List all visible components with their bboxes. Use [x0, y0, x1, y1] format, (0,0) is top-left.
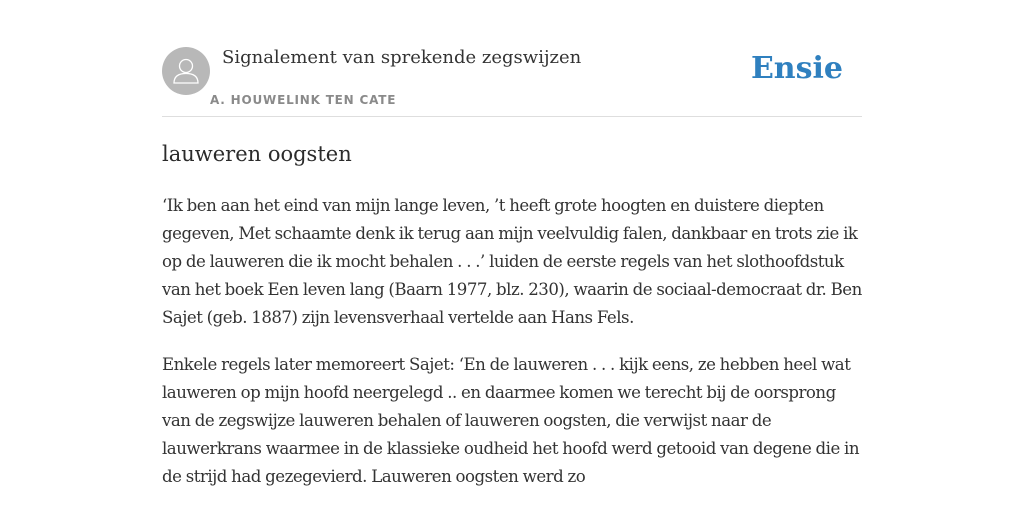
author-avatar-icon[interactable] [162, 47, 210, 95]
ensie-logo[interactable]: Ensie [750, 51, 843, 86]
book-title[interactable]: Signalement van sprekende zegswijzen [222, 47, 582, 68]
entry-title: lauweren oogsten [162, 142, 352, 166]
entry-body [162, 192, 862, 510]
author-name[interactable]: A. HOUWELINK TEN CATE [210, 93, 397, 107]
paragraph: ‘Ik ben aan het eind van mijn lange leven, ’t heeft grote hoogten en duistere diepten gegeven, Met schaamte denk ik terug aan mijn veelvuldig falen, dankbaar en trots zie ik op de lauweren die ik mocht behalen . . .’ luiden de eerste regels van het slothoofdstuk van het boek Een leven lang (Baarn 1977, blz. 230), waarin de sociaal-democraat dr. Ben Sajet (geb. 1887) zijn levensverhaal vertelde aan Hans Fels. [162, 196, 862, 327]
paragraph: Enkele regels later memoreert Sajet: ‘En de lauweren . . . kijk eens, ze hebben heel wat lauweren op mijn hoofd neergelegd .. en daarmee komen we terecht bij de oorsprong van de zegswijze lauweren behalen of lauweren oogsten, die verwijst naar de lauwerkrans waarmee in de klassieke oudheid het hoofd werd getooid van degene die in de strijd had gezegevierd. Lauweren oogsten werd zo [162, 355, 860, 486]
book-header [162, 46, 862, 117]
